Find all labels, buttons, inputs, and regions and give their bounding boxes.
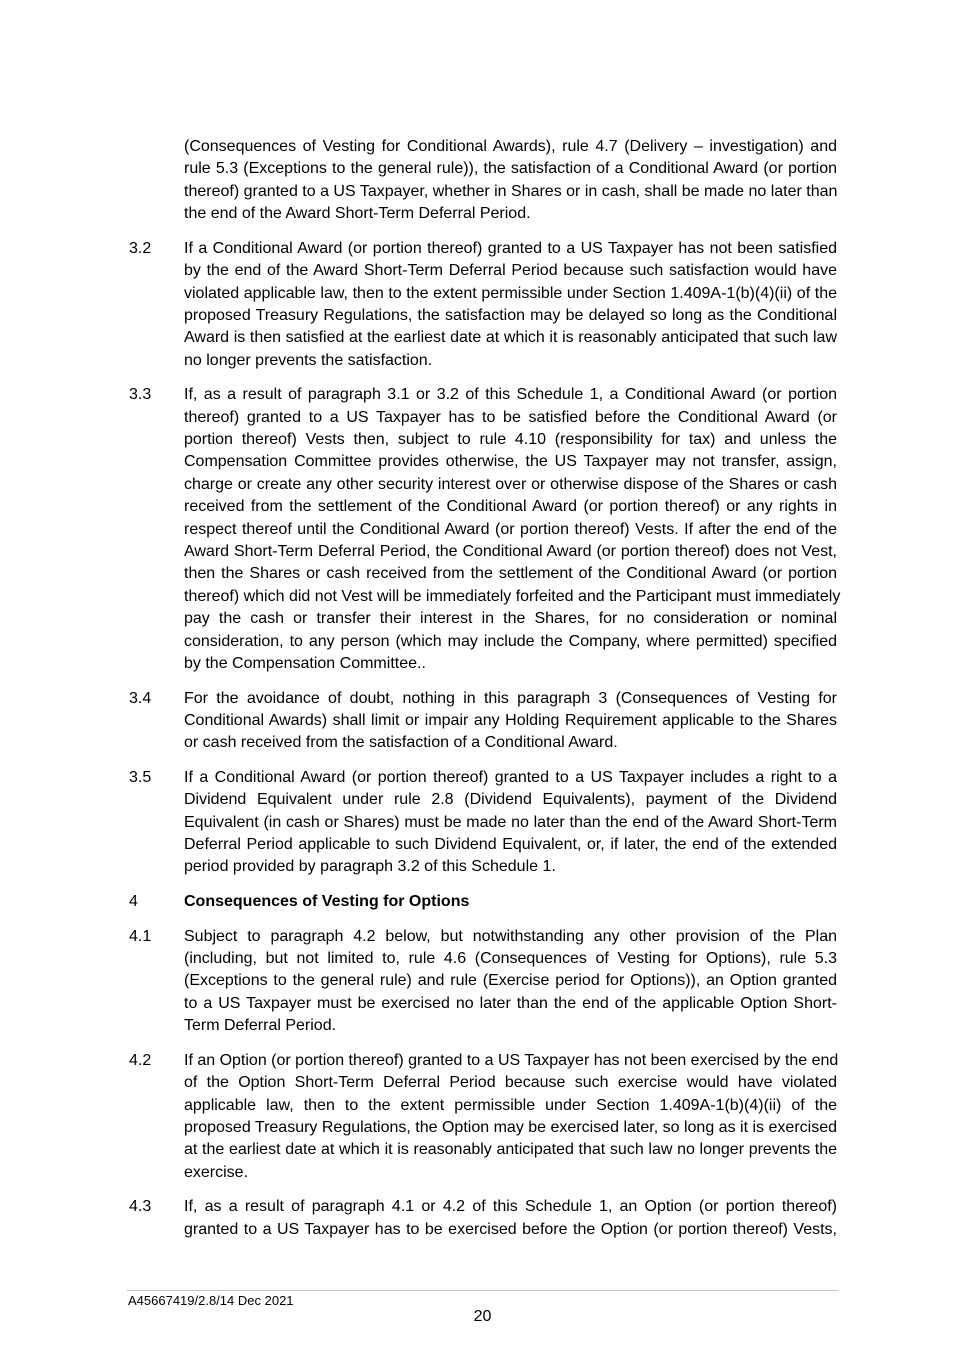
- clause-text-line: applicable law, then to the extent permissible under Section 1.409A-1(b)(4)(ii) of the: [184, 1096, 837, 1114]
- clause-text-line: If an Option (or portion thereof) granted to a US Taxpayer has not been exercised by the end: [184, 1051, 839, 1069]
- document-body: [0, 136, 965, 1253]
- clause-text-line: no longer prevents the satisfaction.: [184, 351, 433, 369]
- clause-text: [184, 767, 837, 879]
- clause-text-line: by the end of the Award Short-Term Deferral Period because such satisfaction would have: [184, 262, 837, 280]
- clause-3-2: [0, 238, 965, 372]
- clause-text-line: (Exceptions to the general rule) and rule (Exercise period for Options)), an Option granted: [184, 972, 837, 990]
- clause-text-line: Term Deferral Period.: [184, 1017, 337, 1035]
- clause-number: 4.2: [129, 1051, 152, 1069]
- document-reference: A45667419/2.8/14 Dec 2021: [128, 1293, 294, 1308]
- clause-3-4: [0, 688, 965, 755]
- clause-text-line: the end of the Award Short-Term Deferral Period.: [184, 205, 531, 223]
- clause-4-2: [0, 1050, 965, 1184]
- clause-text-line: granted to a US Taxpayer has to be exercised before the Option (or portion thereof) Vests,: [184, 1220, 837, 1238]
- clause-text-line: Award is then satisfied at the earliest date at which it is reasonably anticipated that such law: [184, 329, 837, 347]
- clause-text-line: If, as a result of paragraph 3.1 or 3.2 of this Schedule 1, a Conditional Award (or portion: [184, 386, 837, 404]
- clause-4-1: [0, 926, 965, 1038]
- clause-text-line: (including, but not limited to, rule 4.6 (Consequences of Vesting for Options), rule 5.3: [184, 950, 837, 968]
- section-heading-text: Consequences of Vesting for Options: [184, 893, 470, 911]
- clause-text-line: Deferral Period applicable to such Dividend Equivalent, or, if later, the end of the extended: [184, 836, 837, 854]
- clause-continuation: [0, 136, 965, 226]
- footer-rule: [127, 1290, 838, 1291]
- clause-text-line: exercise.: [184, 1163, 249, 1181]
- clause-text: [184, 891, 837, 913]
- clause-number: 3.3: [129, 386, 152, 404]
- clause-text-line: at the earliest date at which it is reasonably anticipated that such law no longer prevents the: [184, 1141, 837, 1159]
- clause-text-line: Conditional Awards) shall limit or impair any Holding Requirement applicable to the Shares: [184, 711, 837, 729]
- clause-text: [184, 1050, 837, 1184]
- page-number: 20: [473, 1308, 492, 1325]
- clause-text-line: consideration, to any person (which may include the Company, where permitted) specified: [184, 632, 837, 650]
- clause-text-line: Award Short-Term Deferral Period, the Conditional Award (or portion thereof) does not Vest,: [184, 543, 837, 561]
- clause-number: 4.3: [129, 1198, 152, 1216]
- clause-text: [184, 688, 837, 755]
- clause-text: [184, 926, 837, 1038]
- clause-text-line: proposed Treasury Regulations, the Option may be exercised later, so long as it is exercised: [184, 1118, 837, 1136]
- clause-text-line: received from the settlement of the Conditional Award (or portion thereof) or any rights in: [184, 498, 837, 516]
- clause-text-line: Dividend Equivalent under rule 2.8 (Dividend Equivalents), payment of the Dividend: [184, 791, 837, 809]
- clause-number: 3.4: [129, 689, 152, 707]
- section-heading-4: [0, 891, 965, 913]
- clause-text-line: If a Conditional Award (or portion thereof) granted to a US Taxpayer has not been satisfied: [184, 239, 837, 257]
- clause-number: 3.5: [129, 768, 152, 786]
- clause-text: [184, 384, 841, 675]
- clause-text-line: then the Shares or cash received from the settlement of the Conditional Award (or portion: [184, 565, 837, 583]
- clause-text-line: portion thereof) Vests then, subject to rule 4.10 (responsibility for tax) and unless the: [184, 431, 837, 449]
- clause-text-line: violated applicable law, then to the extent permissible under Section 1.409A-1(b)(4)(ii) of the: [184, 284, 837, 302]
- clause-text-line: respect thereof until the Conditional Award (or portion thereof) Vests. If after the end of the: [184, 520, 837, 538]
- clause-3-3: [0, 384, 965, 675]
- clause-text-line: If, as a result of paragraph 4.1 or 4.2 of this Schedule 1, an Option (or portion thereof): [184, 1198, 837, 1216]
- clause-text-line: (Consequences of Vesting for Conditional Awards), rule 4.7 (Delivery – investigation) and: [184, 138, 837, 155]
- clause-text-line: pay the cash or transfer their interest in the Shares, for no consideration or nominal: [184, 610, 837, 628]
- clause-text-line: or cash received from the satisfaction of a Conditional Award.: [184, 734, 618, 752]
- clause-text-line: charge or create any other security interest over or otherwise dispose of the Shares or cash: [184, 475, 837, 493]
- clause-text-line: thereof) granted to a US Taxpayer, whether in Shares or in cash, shall be made no later than: [184, 182, 838, 200]
- clause-number: 3.2: [129, 239, 152, 257]
- clause-text: [184, 238, 837, 372]
- clause-text-line: Compensation Committee provides otherwise, the US Taxpayer may not transfer, assign,: [184, 453, 837, 471]
- clause-text-line: rule 5.3 (Exceptions to the general rule)), the satisfaction of a Conditional Award (or portion: [184, 160, 837, 178]
- clause-text-line: Equivalent (in cash or Shares) must be made no later than the end of the Award Short-Term: [184, 813, 837, 831]
- clause-text-line: Subject to paragraph 4.2 below, but notwithstanding any other provision of the Plan: [184, 927, 837, 945]
- clause-4-3: [0, 1196, 965, 1241]
- clause-text-line: For the avoidance of doubt, nothing in this paragraph 3 (Consequences of Vesting for: [184, 689, 837, 707]
- clause-text-line: to a US Taxpayer must be exercised no later than the end of the applicable Option Short-: [184, 994, 837, 1012]
- clause-text-line: thereof) which did not Vest will be immediately forfeited and the Participant must immediately: [184, 587, 841, 605]
- clause-number: 4.1: [129, 927, 152, 945]
- clause-text: [184, 136, 837, 226]
- clause-text: [184, 1196, 837, 1241]
- clause-text-line: by the Compensation Committee..: [184, 654, 426, 672]
- clause-text-line: period provided by paragraph 3.2 of this Schedule 1.: [184, 858, 556, 876]
- clause-number: 4: [129, 893, 138, 911]
- clause-text-line: If a Conditional Award (or portion thereof) granted to a US Taxpayer includes a right to a: [184, 768, 837, 786]
- clause-3-5: [0, 767, 965, 879]
- clause-text-line: proposed Treasury Regulations, the satisfaction may be delayed so long as the Conditional: [184, 306, 837, 324]
- clause-text-line: of the Option Short-Term Deferral Period because such exercise would have violated: [184, 1074, 837, 1092]
- clause-text-line: thereof) granted to a US Taxpayer has to be satisfied before the Conditional Award (or: [184, 408, 837, 426]
